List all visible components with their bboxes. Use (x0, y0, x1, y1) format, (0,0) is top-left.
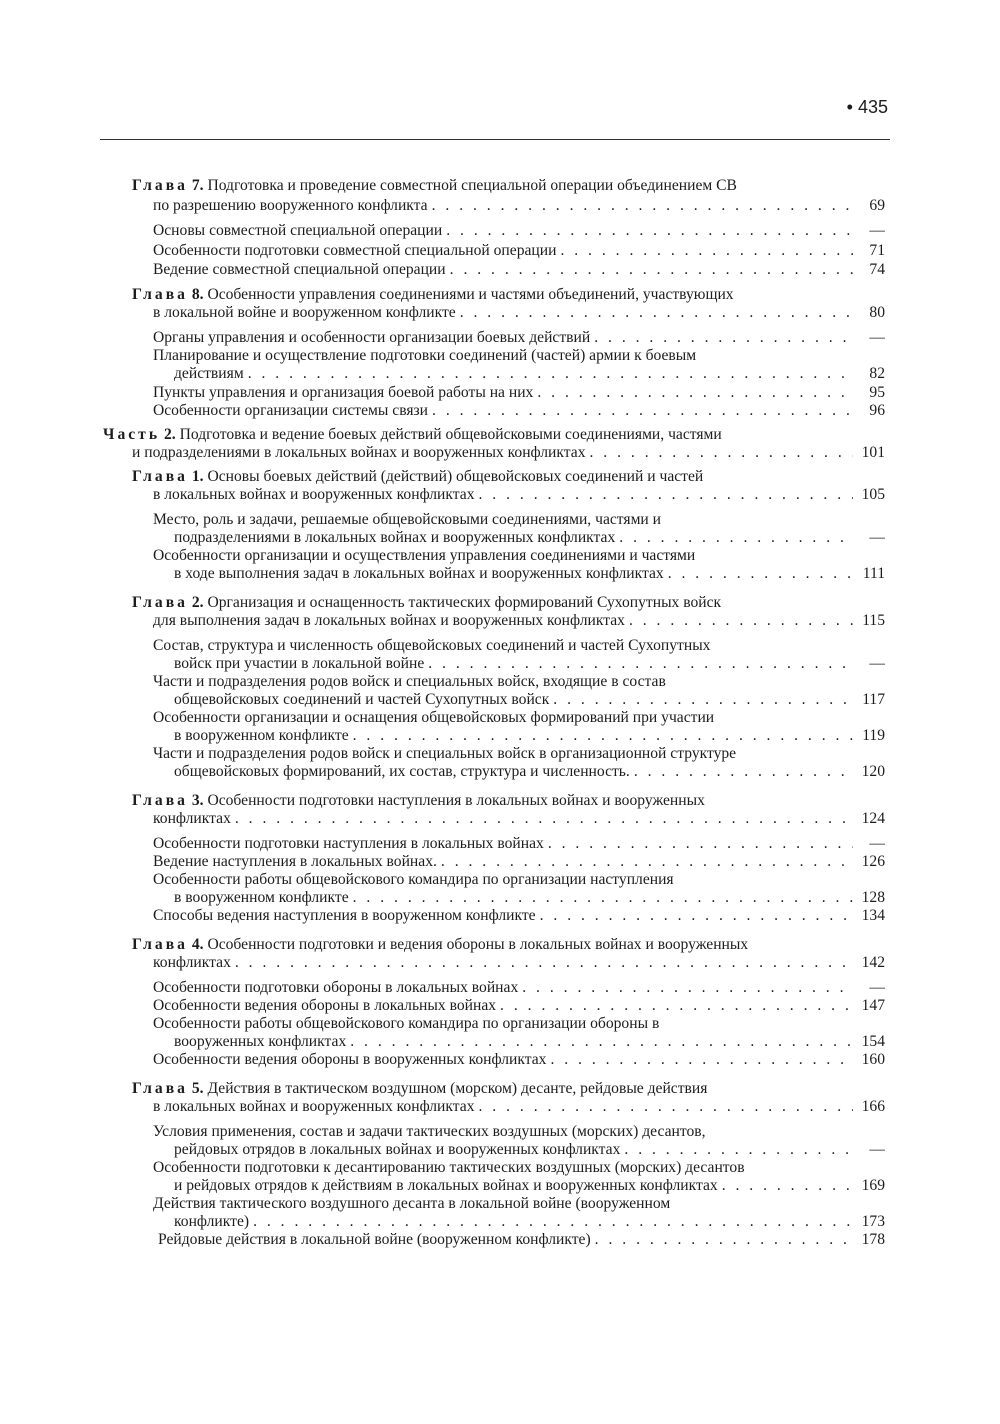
leader-dots (346, 1033, 853, 1051)
entry-title[interactable]: Планирование и осуществление подготовки соединений (частей) армии к боевым (153, 347, 697, 364)
chapter-title-cont: по разрешению вооруженного конфликта (153, 197, 428, 214)
chapter-title-cont: в локальных войнах и вооруженных конфликтах (153, 1098, 475, 1115)
toc-entry[interactable] (174, 565, 885, 583)
leader-dots (625, 612, 853, 630)
toc-entry[interactable] (153, 384, 885, 402)
toc-entry[interactable] (153, 853, 885, 871)
part-title-cont: и подразделениями в локальных войнах и вооруженных конфликтах (132, 444, 586, 461)
page-ref: 71 (869, 242, 885, 259)
part-number: 2. (163, 426, 176, 443)
page-ref: 82 (869, 365, 885, 382)
chapter-title: Действия в тактическом воздушном (морском) десанте, рейдовые действия (207, 1080, 708, 1097)
chapter-label: Глава (132, 177, 188, 194)
entry-title: Ведение совместной специальной операции (153, 261, 446, 278)
page-ref: — (869, 1141, 885, 1158)
entry-title: Способы ведения наступления в вооруженном конфликте (153, 907, 536, 924)
toc-entry[interactable] (174, 889, 885, 907)
chapter-label: Глава (132, 936, 188, 953)
leader-dots (533, 384, 853, 402)
entry-title-cont: вооруженных конфликтах (174, 1033, 347, 1050)
chapter-label: Глава (132, 792, 188, 809)
entry-title-cont: войск при участии в локальной войне (174, 655, 425, 672)
chapter-title-cont: для выполнения задач в локальных войнах и вооруженных конфликтах (153, 612, 625, 629)
toc-entry[interactable] (153, 261, 885, 279)
toc-entry[interactable] (174, 1033, 885, 1051)
entry-title: Особенности ведения обороны в вооруженных конфликтах (153, 1051, 547, 1068)
chapter-number: 3. (191, 792, 204, 809)
leader-dots (349, 727, 853, 745)
toc-entry[interactable] (174, 365, 885, 383)
entry-title: Ведение наступления в локальных войнах. (153, 853, 437, 870)
leader-dots (496, 997, 853, 1015)
chapter-title: Основы боевых действий (действий) общевойсковых соединений и частей (207, 468, 704, 485)
toc-entry[interactable] (174, 727, 885, 745)
entry-title: Особенности подготовки наступления в локальных войнах (153, 835, 544, 852)
entry-title[interactable]: Состав, структура и численность общевойсковых соединений и частей Сухопутных (153, 637, 711, 654)
page-ref: 95 (869, 384, 885, 401)
entry-title[interactable]: Части и подразделения родов войск и специальных войск в организационной структуре (153, 745, 737, 762)
page-ref: 178 (861, 1231, 885, 1248)
page-ref: 117 (862, 691, 885, 708)
page-ref: 142 (861, 954, 885, 971)
entry-title: Особенности организации системы связи (153, 402, 429, 419)
page-ref: 126 (861, 853, 885, 870)
toc-entry[interactable] (174, 1177, 885, 1195)
toc-entry[interactable] (153, 979, 885, 997)
page-ref: 124 (861, 810, 885, 827)
entry-title[interactable]: Условия применения, состав и задачи тактических воздушных (морских) десантов, (153, 1123, 706, 1140)
entry-title: Особенности подготовки совместной специальной операции (153, 242, 557, 259)
toc-chapter-4[interactable] (132, 936, 748, 954)
toc-chapter-5[interactable] (132, 1080, 707, 1098)
leader-dots (620, 1141, 853, 1159)
leader-dots (442, 222, 853, 240)
entry-title[interactable]: Место, роль и задачи, решаемые общевойсковыми соединениями, частями и (153, 511, 662, 528)
leader-dots (518, 979, 853, 997)
leader-dots (456, 304, 853, 322)
entry-title-cont: и рейдовых отрядов к действиям в локальных войнах и вооруженных конфликтах (174, 1177, 718, 1194)
chapter-number: 1. (191, 468, 204, 485)
chapter-title-cont: конфликтах (153, 954, 231, 971)
leader-dots (546, 1051, 853, 1069)
page-ref: 101 (861, 444, 885, 461)
page-ref: 154 (861, 1033, 885, 1050)
leader-dots (428, 402, 853, 420)
leader-dots (249, 1213, 853, 1231)
page-ref: 166 (861, 1098, 885, 1115)
leader-dots (590, 329, 853, 347)
page-ref: 134 (861, 907, 885, 924)
page-ref: 173 (861, 1213, 885, 1230)
chapter-label: Глава (132, 594, 188, 611)
entry-title: Органы управления и особенности организации боевых действий (153, 329, 591, 346)
page-ref: 128 (861, 889, 885, 906)
chapter-title-cont: в локальной войне и вооруженном конфликте (153, 304, 456, 321)
chapter-number: 5. (191, 1080, 204, 1097)
toc-chapter-1-cont[interactable] (153, 486, 885, 504)
chapter-number: 7. (191, 177, 204, 194)
toc-entry[interactable] (174, 529, 885, 547)
chapter-title: Организация и оснащенность тактических формирований Сухопутных войск (207, 594, 722, 611)
page-ref: 80 (869, 304, 885, 321)
leader-dots (428, 197, 853, 215)
chapter-title-cont: в локальных войнах и вооруженных конфликтах (153, 486, 475, 503)
chapter-title: Подготовка и проведение совместной специальной операции объединением СВ (207, 177, 737, 194)
toc-entry[interactable] (153, 907, 885, 925)
leader-dots (231, 810, 853, 828)
toc-entry[interactable] (153, 997, 885, 1015)
entry-title: Рейдовые действия в локальной войне (вооруженном конфликте) (158, 1231, 591, 1248)
chapter-label: Глава (132, 286, 188, 303)
entry-title[interactable]: Действия тактического воздушного десанта в локальной войне (вооруженном (153, 1195, 671, 1212)
entry-title: Особенности ведения обороны в локальных войнах (153, 997, 497, 1014)
chapter-label: Глава (132, 468, 188, 485)
toc-chapter-3[interactable] (132, 792, 705, 810)
page-ref: 115 (862, 612, 885, 629)
toc-entry[interactable] (153, 222, 885, 240)
toc-chapter-8-cont[interactable] (153, 304, 885, 322)
leader-dots (664, 565, 853, 583)
toc-part-2-cont[interactable] (132, 444, 885, 462)
entry-title: Особенности подготовки обороны в локальных войнах (153, 979, 519, 996)
toc-chapter-2[interactable] (132, 594, 721, 612)
page-ref: 160 (861, 1051, 885, 1068)
entry-title-cont: подразделениями в локальных войнах и вооруженных конфликтах (174, 529, 616, 546)
page-ref: — (869, 979, 885, 996)
leader-dots (615, 529, 853, 547)
entry-title-cont: конфликте) (174, 1213, 250, 1230)
toc-chapter-5-cont[interactable] (153, 1098, 885, 1116)
toc-entry[interactable] (153, 835, 885, 853)
toc-entry[interactable] (174, 691, 885, 709)
page-ref: 105 (861, 486, 885, 503)
toc-chapter-3-cont[interactable] (153, 810, 885, 828)
entry-title[interactable]: Особенности организации и осуществления управления соединениями и частями (153, 547, 696, 564)
page-ref: 169 (861, 1177, 885, 1194)
part-label: Часть (103, 426, 161, 443)
toc-entry[interactable] (153, 329, 885, 347)
entry-title-cont: в ходе выполнения задач в локальных войнах и вооруженных конфликтах (174, 565, 664, 582)
toc-chapter-8[interactable] (132, 286, 734, 304)
chapter-title: Особенности подготовки наступления в локальных войнах и вооруженных (207, 792, 705, 809)
leader-dots (556, 242, 853, 260)
page-ref: 96 (869, 402, 885, 419)
toc-entry[interactable] (153, 1051, 885, 1069)
entry-title-cont: общевойсковых формирований, их состав, структура и численность. (174, 763, 630, 780)
toc-chapter-4-cont[interactable] (153, 954, 885, 972)
toc-part-2[interactable] (103, 426, 722, 444)
toc-chapter-2-cont[interactable] (153, 612, 885, 630)
page-ref: 111 (862, 565, 885, 582)
toc-entry[interactable] (174, 1213, 885, 1231)
leader-dots (446, 261, 853, 279)
leader-dots (437, 853, 853, 871)
leader-dots (544, 835, 853, 853)
entry-title[interactable]: Особенности работы общевойскового командира по организации наступления (153, 871, 674, 888)
toc-entry[interactable] (174, 763, 885, 781)
page-ref: — (869, 835, 885, 852)
entry-title: Пункты управления и организация боевой работы на них (153, 384, 534, 401)
leader-dots (718, 1177, 853, 1195)
toc-entry[interactable] (174, 655, 885, 673)
leader-dots (630, 763, 853, 781)
entry-title[interactable]: Особенности организации и оснащения общевойсковых формирований при участии (153, 709, 715, 726)
page-ref: 119 (862, 727, 885, 744)
leader-dots (349, 889, 853, 907)
leader-dots (231, 954, 853, 972)
part-title: Подготовка и ведение боевых действий общевойсковыми соединениями, частями (179, 426, 722, 443)
chapter-number: 8. (191, 286, 204, 303)
chapter-title: Особенности управления соединениями и частями объединений, участвующих (207, 286, 734, 303)
leader-dots (244, 365, 853, 383)
page-ref: — (869, 529, 885, 546)
page-ref: 74 (869, 261, 885, 278)
entry-title[interactable]: Части и подразделения родов войск и специальных войск, входящие в состав (153, 673, 666, 690)
page-ref: — (869, 329, 885, 346)
page-number: • 435 (846, 97, 888, 117)
page-ref: 120 (861, 763, 885, 780)
entry-title-cont: общевойсковых соединений и частей Сухопутных войск (174, 691, 550, 708)
leader-dots (549, 691, 853, 709)
leader-dots (475, 486, 854, 504)
entry-title-cont: в вооруженном конфликте (174, 727, 349, 744)
entry-title-cont: в вооруженном конфликте (174, 889, 349, 906)
header-rule (100, 139, 890, 140)
entry-title[interactable]: Особенности работы общевойскового командира по организации обороны в (153, 1015, 660, 1032)
chapter-number: 4. (191, 936, 204, 953)
leader-dots (424, 655, 853, 673)
toc-entry[interactable] (153, 242, 885, 260)
page-ref: — (869, 222, 885, 239)
entry-title: Основы совместной специальной операции (153, 222, 443, 239)
toc-entry[interactable] (158, 1231, 885, 1249)
leader-dots (586, 444, 854, 462)
entry-title-cont: рейдовых отрядов в локальных войнах и вооруженных конфликтах (174, 1141, 621, 1158)
chapter-title-cont: конфликтах (153, 810, 231, 827)
page-ref: 147 (861, 997, 885, 1014)
toc-entry[interactable] (174, 1141, 885, 1159)
entry-title-cont: действиям (174, 365, 244, 382)
chapter-number: 2. (191, 594, 204, 611)
page-ref: — (869, 655, 885, 672)
toc-chapter-1[interactable] (132, 468, 703, 486)
page-ref: 69 (869, 197, 885, 214)
leader-dots (475, 1098, 854, 1116)
chapter-title: Особенности подготовки и ведения обороны в локальных войнах и вооруженных (207, 936, 749, 953)
toc-entry[interactable] (153, 402, 885, 420)
leader-dots (591, 1231, 853, 1249)
chapter-label: Глава (132, 1080, 188, 1097)
leader-dots (536, 907, 853, 925)
entry-title[interactable]: Особенности подготовки к десантированию тактических воздушных (морских) десантов (153, 1159, 745, 1176)
